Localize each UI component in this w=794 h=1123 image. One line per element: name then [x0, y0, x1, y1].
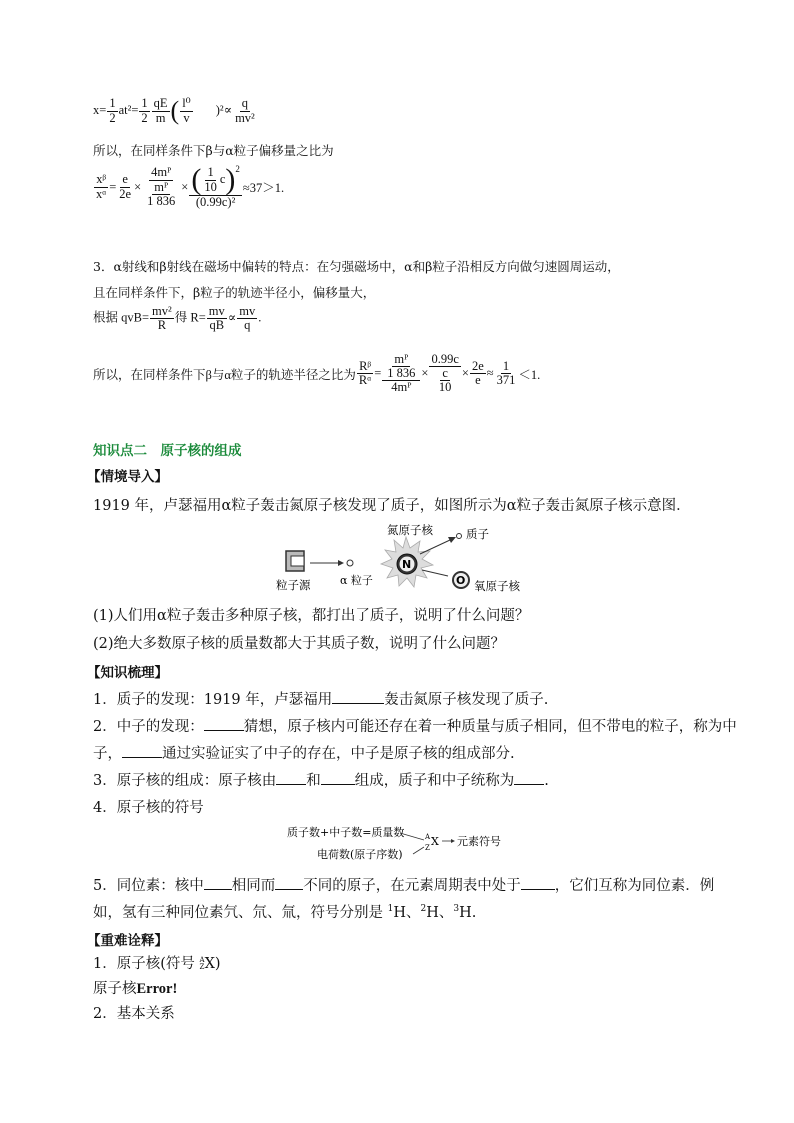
symbol-A: A — [425, 833, 431, 841]
alpha-particle-dot — [347, 560, 353, 566]
oxygen-symbol: O — [456, 574, 466, 587]
symbol-X: X — [431, 835, 439, 848]
nuclide-svg — [285, 823, 515, 863]
knowledge-item-3: 3．原子核的组成：原子核由 和 组成，质子和中子统称为 . — [93, 769, 549, 790]
formula-offset-ratio: $\frac{\text{xᵝ}}{\text{xᵅ}}$ = $\frac{e}{2e}$ × $\frac{\text{4mᴾ}}{\frac{\text{mᴾ}}{1 836}}$ × ( $\frac{1}{10}$ c ) $^2$ (0.99c)² ≈37＞1. — [96, 163, 285, 209]
oxygen-label: 氧原子核 — [474, 579, 520, 593]
knowledge-item-1: 1．质子的发现：1919 年，卢瑟福用 轰击氮原子核发现了质子. — [93, 688, 548, 709]
mass-number-label: 质子数+中子数=质量数 — [287, 826, 405, 839]
text-para3-line1: 3．α射线和β射线在磁场中偏转的特点：在匀强磁场中，α和β粒子沿相反方向做匀速圆周运动， — [93, 259, 620, 274]
diagram-svg — [270, 523, 540, 595]
text-para3-line2: 且在同样条件下，β粒子的轨迹半径小，偏移量大， — [93, 285, 376, 300]
arrow-element-head — [451, 839, 455, 843]
difficulty-heading: 【重难诠释】 — [87, 933, 168, 949]
difficulty-item-2: 2．基本关系 — [93, 1006, 175, 1022]
blank[interactable] — [276, 770, 306, 785]
blank[interactable] — [275, 875, 303, 890]
nitrogen-label: 氮原子核 — [387, 523, 433, 537]
nitrogen-symbol: N — [402, 558, 412, 571]
knowledge-item-5-cont: 如，氢有三种同位素氕、氘、氚，符号分别是 $^1$H、$^2$H、$^3$H. — [93, 904, 477, 921]
scene-text: 1919 年，卢瑟福用α粒子轰击氮原子核发现了质子，如图所示为α粒子轰击氮原子核示意图． — [93, 498, 691, 514]
alpha-particle-label: α 粒子 — [340, 574, 373, 587]
question-2: (2)绝大多数原子核的质量数都大于其质子数，说明了什么问题？ — [93, 636, 506, 652]
blank[interactable] — [122, 743, 162, 758]
charge-number-label: 电荷数(原子序数) — [317, 848, 403, 861]
proton-path-arrow — [420, 540, 450, 554]
knowledge-item-4: 4．原子核的符号 — [93, 800, 204, 816]
formula-radius: 根据 qvB= $\frac{\text{mv²}}{R}$ 得 R= $\frac{mv}{qB}$ ∝ $\frac{mv}{q}$ . — [93, 304, 262, 333]
particle-source-opening — [291, 556, 304, 566]
nuclide-symbol-diagram — [285, 823, 515, 863]
blank[interactable] — [521, 875, 555, 890]
oxygen-path-arrow — [422, 570, 448, 576]
question-1: (1)人们用α粒子轰击多种原子核，都打出了质子，说明了什么问题？ — [93, 608, 530, 624]
difficulty-item-1-line2: 原子核Error! — [93, 981, 178, 997]
scene-heading: 【情境导入】 — [87, 469, 168, 485]
particle-source-label: 粒子源 — [276, 578, 311, 592]
formula-radius-ratio: 所以，在同样条件下β与α粒子的轨迹半径之比为 $\frac{\text{Rᵝ}}{\text{Rᵅ}}$ = $\frac{\frac{\text{mᴾ}}{1 836}}{\text{4mᴾ}}$ × $\frac{0.99c}{\frac{c}{10}}$ × $\frac{2e}{e}$ ≈ $\frac{1}{371}$ ＜1. — [93, 352, 541, 395]
section-title: 知识点二 原子核的组成 — [93, 443, 242, 459]
symbol-Z: Z — [425, 844, 430, 852]
blank[interactable] — [204, 716, 244, 731]
alpha-bombardment-diagram — [270, 523, 540, 595]
knowledge-item-2-cont: 子， 通过实验证实了中子的存在，中子是原子核的组成部分. — [93, 742, 515, 763]
arrow-charge — [413, 847, 424, 854]
blank[interactable] — [514, 770, 544, 785]
knowledge-heading: 【知识梳理】 — [87, 665, 168, 681]
proton-dot — [457, 534, 462, 539]
text-offset-ratio-intro: 所以，在同样条件下β与α粒子偏移量之比为 — [93, 143, 334, 158]
blank[interactable] — [204, 875, 232, 890]
knowledge-item-5: 5．同位素：核中 相同而 不同的原子，在元素周期表中处于 ，它们互称为同位素．例 — [93, 874, 714, 895]
formula-displacement: x= $\frac{1}{2}$ at²= $\frac{1}{2}$ $\frac{qE}{m}$ ( $\frac{\text{l⁰}}{v}$ )²∝ $\frac{q}{\text{mv²}}$ — [93, 96, 255, 125]
difficulty-item-1: 1．原子核(符号 A Z X) — [93, 956, 221, 972]
blank[interactable] — [321, 770, 355, 785]
alpha-arrow-head — [338, 560, 344, 566]
knowledge-item-2: 2．中子的发现： 猜想，原子核内可能还存在着一种质量与质子相同，但不带电的粒子，称为中 — [93, 715, 737, 736]
blank[interactable] — [332, 689, 384, 704]
proton-label: 质子 — [466, 527, 489, 541]
element-symbol-label: 元素符号 — [457, 835, 501, 848]
